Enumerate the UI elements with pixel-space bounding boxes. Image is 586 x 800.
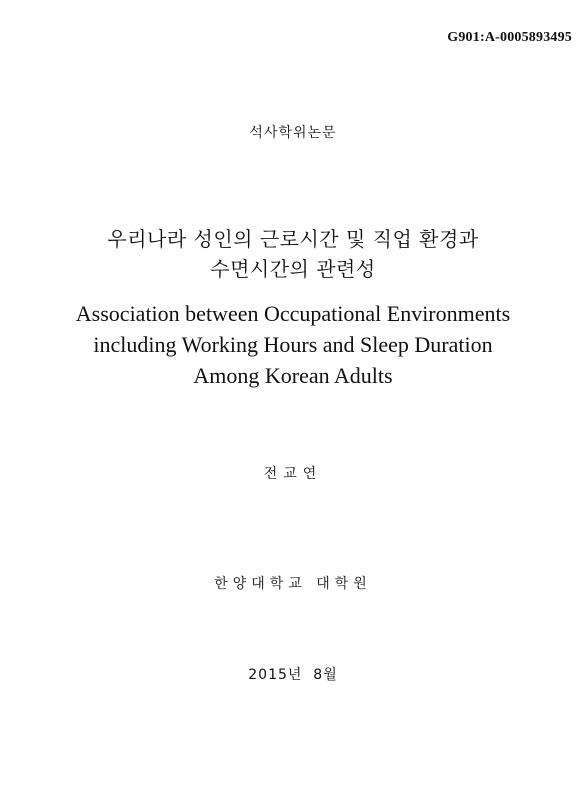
submission-date: 2015년 8월 xyxy=(248,667,338,683)
title-korean-line-1: 우리나라 성인의 근로시간 및 직업 환경과 xyxy=(107,227,479,251)
university-name: 한양대학교 대학원 xyxy=(214,576,372,592)
degree-label: 석사학위논문 xyxy=(249,125,337,141)
title-korean-line-2: 수면시간의 관련성 xyxy=(210,257,376,281)
title-english-line-2: including Working Hours and Sleep Duration xyxy=(93,332,493,357)
author-name: 전교연 xyxy=(263,466,323,482)
title-english-line-1: Association between Occupational Environments xyxy=(75,301,511,326)
title-korean xyxy=(0,224,586,284)
title-english-line-3: Among Korean Adults xyxy=(193,363,393,388)
document-id: G901:A-0005893495 xyxy=(447,30,572,45)
title-english xyxy=(0,298,586,391)
